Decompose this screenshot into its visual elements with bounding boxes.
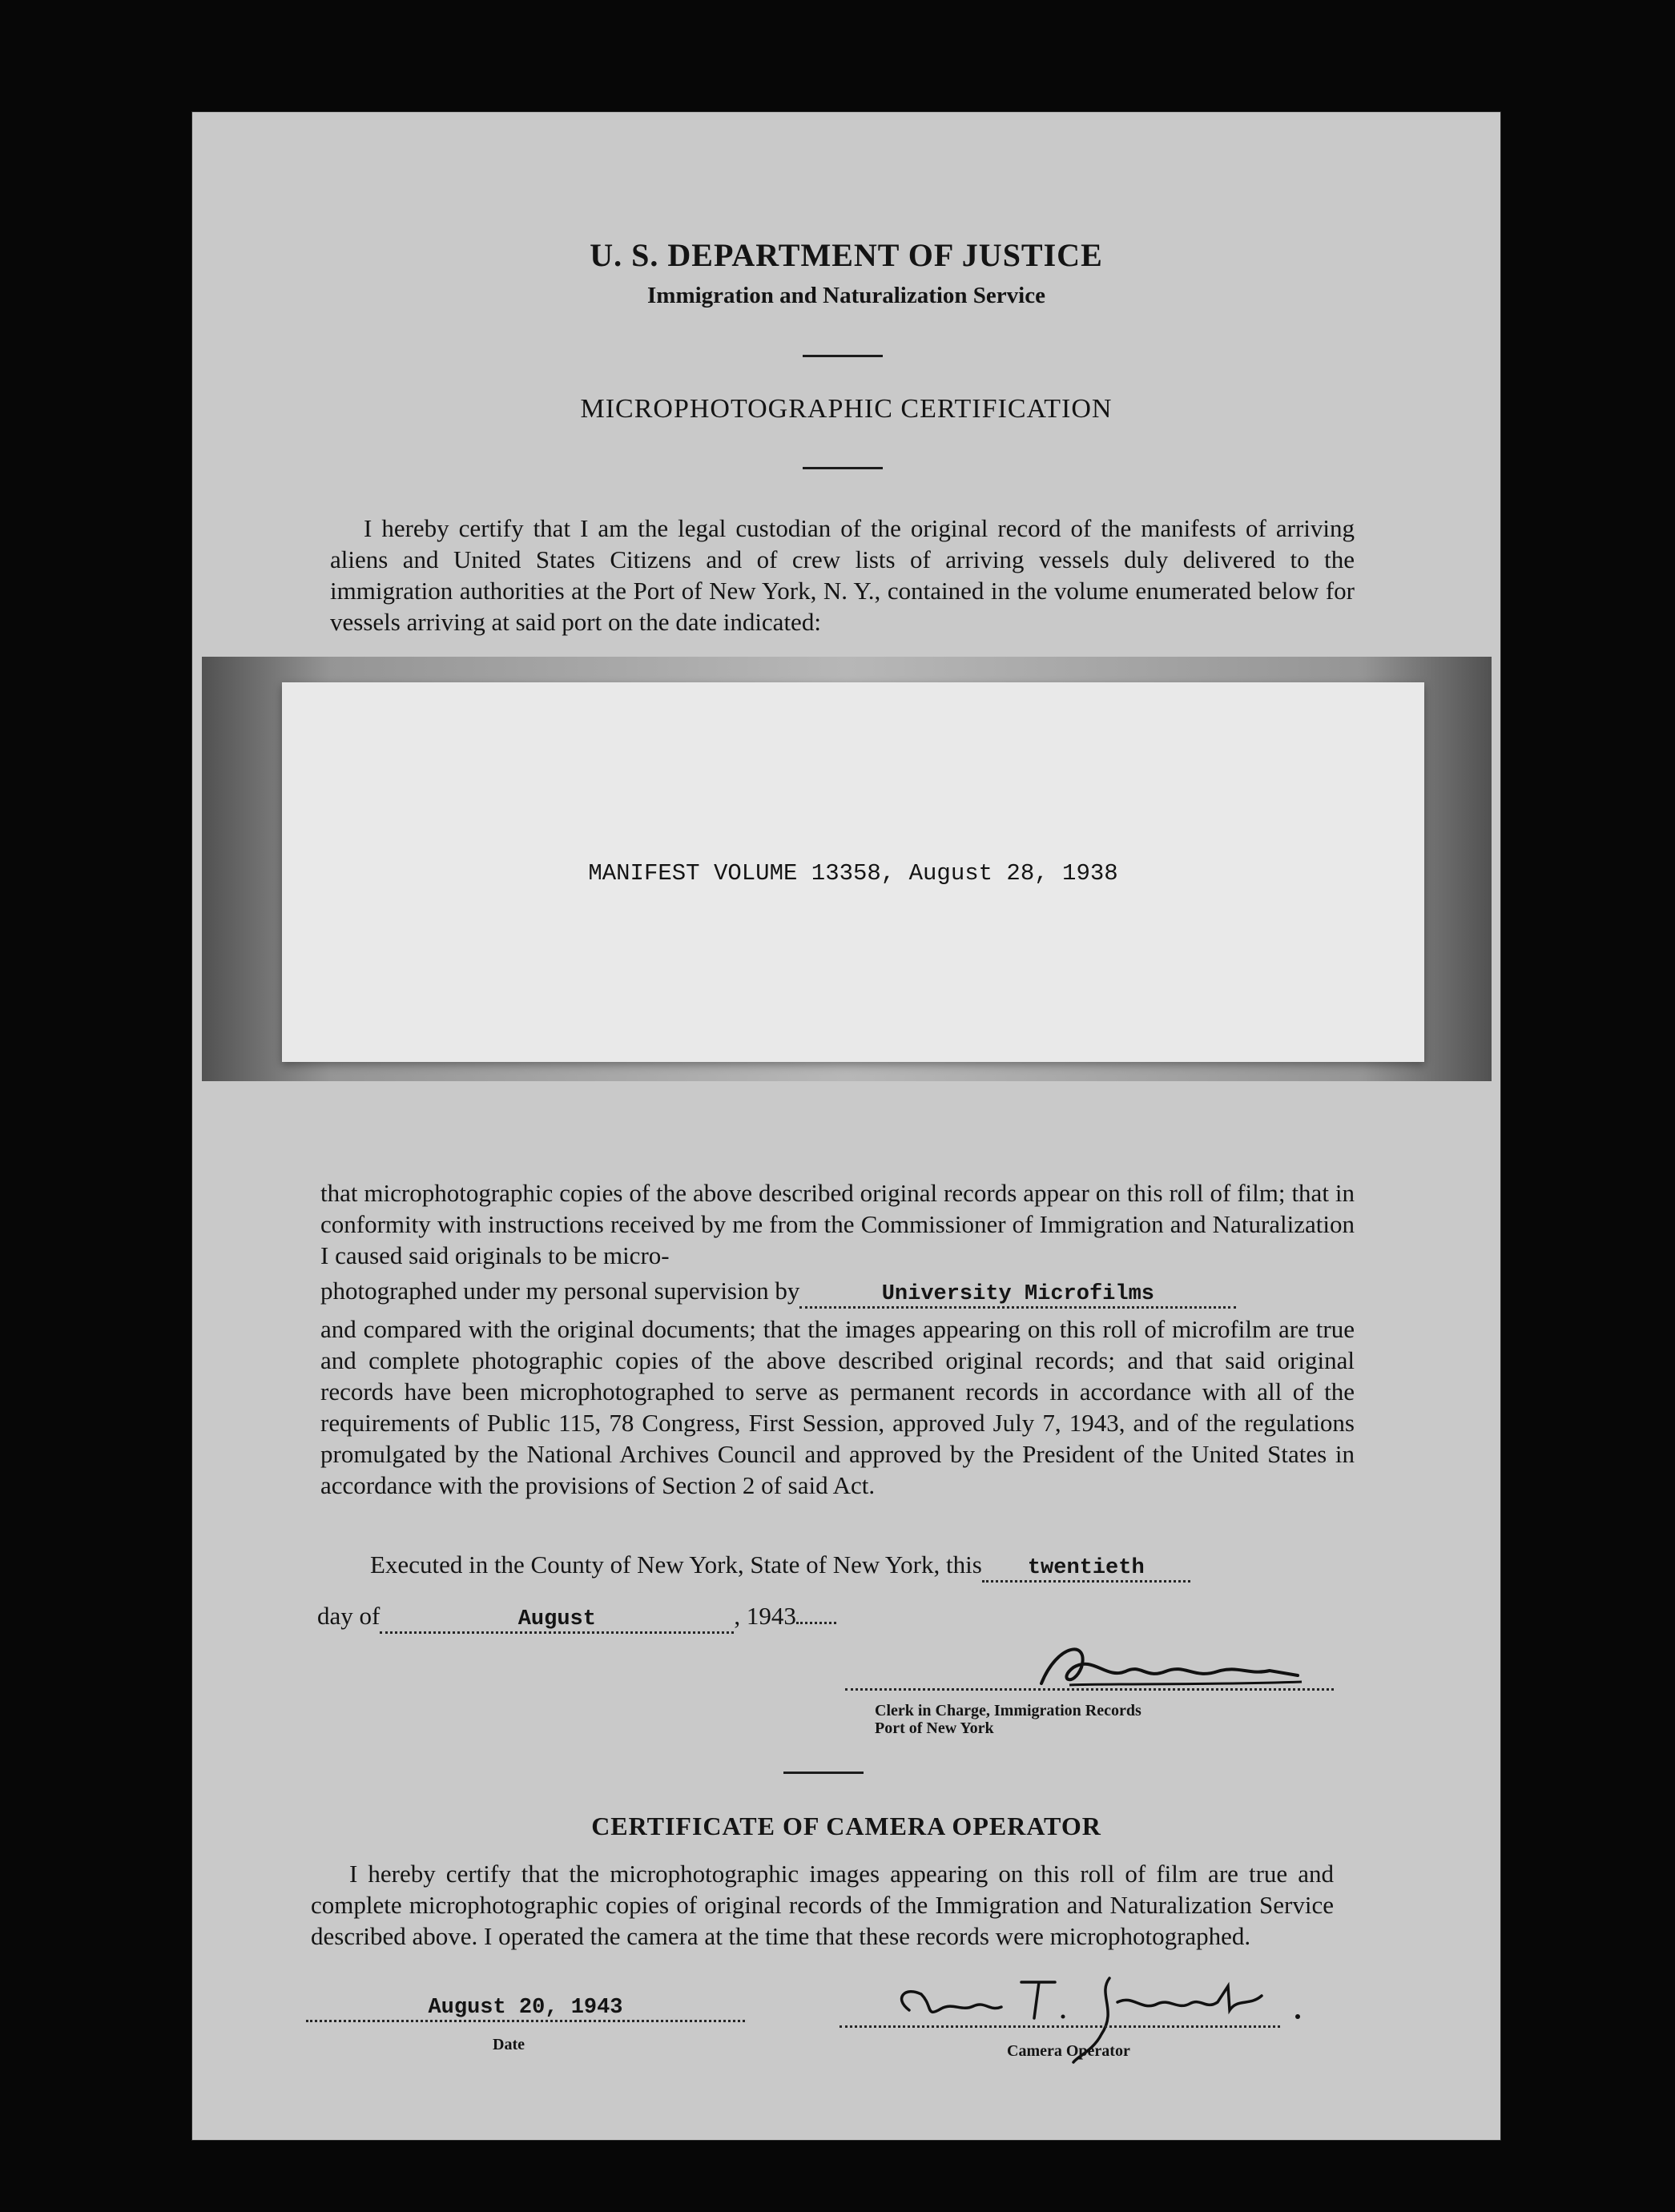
agency-heading: U. S. DEPARTMENT OF JUSTICE — [590, 237, 1103, 273]
day-of-label: day of — [317, 1602, 380, 1630]
microfilmed-by-value: University Microfilms — [881, 1282, 1154, 1306]
divider — [783, 1772, 864, 1774]
camera-date-value: August 20, 1943 — [428, 1996, 623, 2020]
body-paragraph-2: and compared with the original documents; that the images appearing on this roll of microfilm are true and complete photographic copies of the above described original records; and that said original records have been microphotographed to serve as permanent records in accordance with all of the requirements of Public 115, 78 Congress, First Session, approved July 7, 1943, and of the regulations promulgated by the National Archives Council and approved by the President of the United States in accordance with the provisions of Section 2 of said Act. — [320, 1315, 1355, 1499]
body-paragraph-1: that microphotographic copies of the above described original records appear on this roll of film; that in conformity with instructions received by me from the Commissioner of Immigration and Naturalization I caused said originals to be micro- — [320, 1179, 1355, 1269]
manifest-volume-label: MANIFEST VOLUME 13358, August 28, 1938 — [588, 860, 1118, 887]
clerk-signature-line — [845, 1688, 1334, 1691]
camera-certificate-text: I hereby certify that the microphotographic images appearing on this roll of film are true and complete microphotographic copies of original records of the Immigration and Naturalization Service described above. I operated the camera at the time that these records were microphotographed. — [311, 1860, 1334, 1950]
page-title: MICROPHOTOGRAPHIC CERTIFICATION — [580, 394, 1113, 424]
executed-line — [370, 1550, 1190, 1583]
intro-paragraph: I hereby certify that I am the legal custodian of the original record of the manifests of arriving aliens and United States Citizens and of crew lists of arriving vessels duly delivered to the immigration authorities at the Port of New York, N. Y., contained in the volume enumerated below for vessels arriving at said port on the date indicated: — [330, 514, 1355, 636]
executed-month-value: August — [517, 1607, 596, 1631]
executed-prefix: Executed in the County of New York, State of New York, this — [370, 1550, 982, 1579]
microfilmed-by-line — [320, 1277, 1236, 1309]
divider — [803, 467, 883, 469]
divider — [803, 355, 883, 357]
executed-month-line — [317, 1602, 836, 1634]
camera-operator-label: Camera Operator — [1007, 2042, 1130, 2060]
date-label: Date — [493, 2036, 525, 2053]
service-subheading: Immigration and Naturalization Service — [647, 283, 1045, 308]
executed-day-value: twentieth — [1027, 1556, 1145, 1580]
clerk-port: Port of New York — [875, 1719, 994, 1737]
executed-year: , 1943 — [734, 1602, 796, 1630]
camera-date-line — [306, 1990, 745, 2022]
clerk-title: Clerk in Charge, Immigration Records — [875, 1702, 1141, 1719]
volume-slip — [282, 682, 1424, 1062]
operator-signature-line — [840, 2025, 1280, 2028]
certificate-page — [192, 112, 1500, 2140]
body-prefix: photographed under my personal supervision by — [320, 1277, 800, 1305]
camera-certificate-title: CERTIFICATE OF CAMERA OPERATOR — [591, 1812, 1101, 1840]
